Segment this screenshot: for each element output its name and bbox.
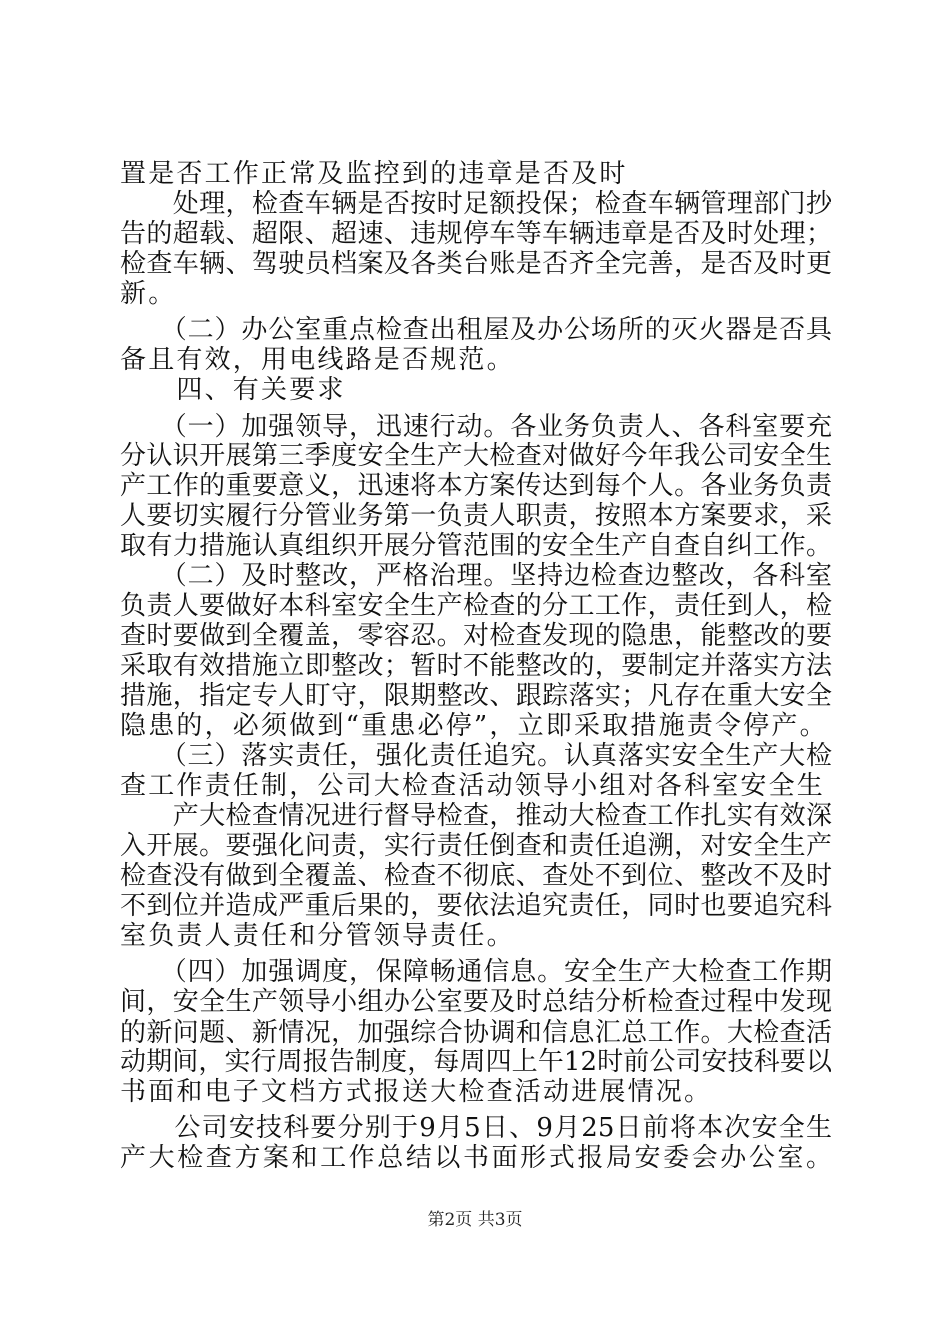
text-line: 取有力措施认真组织开展分管范围的安全生产自查自纠工作。 (120, 531, 832, 561)
text-line: 书面和电子文档方式报送大检查活动进展情况。 (120, 1077, 713, 1107)
text-line: 间，安全生产领导小组办公室要及时总结分析检查过程中发现 (120, 987, 832, 1017)
text-line: 室负责人责任和分管领导责任。 (120, 921, 515, 951)
text-line: （二）及时整改，严格治理。坚持边检查边整改，各科室 (120, 561, 832, 591)
text-line: 告的超载、超限、超速、违规停车等车辆违章是否及时处理； (120, 219, 832, 249)
text-line: 隐患的，必须做到“重患必停”，立即采取措施责令停产。 (120, 711, 828, 741)
text-line: 入开展。要强化问责，实行责任倒查和责任追溯，对安全生产 (120, 831, 832, 861)
text-line: 备且有效，用电线路是否规范。 (120, 345, 515, 375)
text-line: 人要切实履行分管业务第一负责人职责，按照本方案要求，采 (120, 501, 832, 531)
text-line: 措施，指定专人盯守，限期整改、跟踪落实；凡存在重大安全 (120, 681, 832, 711)
text-line: 产大检查情况进行督导检查，推动大检查工作扎实有效深 (120, 801, 832, 831)
page-footer: 第2页 共3页 (427, 1210, 523, 1230)
text-line: 产大检查方案和工作总结以书面形式报局安委会办公室。 (120, 1143, 832, 1173)
text-line: 不到位并造成严重后果的，要依法追究责任，同时也要追究科 (120, 891, 832, 921)
text-line: 的新问题、新情况，加强综合协调和信息汇总工作。大检查活 (120, 1018, 832, 1048)
text-line: 公司安技科要分别于9月5日、9月25日前将本次安全生 (120, 1113, 832, 1143)
text-line: 新。 (120, 279, 177, 309)
text-line: 查时要做到全覆盖，零容忍。对检查发现的隐患，能整改的要 (120, 621, 832, 651)
text-line: （四）加强调度，保障畅通信息。安全生产大检查工作期 (120, 957, 832, 987)
text-line: 分认识开展第三季度安全生产大检查对做好今年我公司安全生 (120, 441, 832, 471)
text-line: 四、有关要求 (120, 375, 346, 405)
text-line: （三）落实责任，强化责任追究。认真落实安全生产大检 (120, 741, 832, 771)
text-line: 动期间，实行周报告制度，每周四上午12时前公司安技科要以 (120, 1047, 832, 1077)
text-line: （一）加强领导，迅速行动。各业务负责人、各科室要充 (120, 412, 832, 442)
text-line: 负责人要做好本科室安全生产检查的分工工作，责任到人，检 (120, 591, 832, 621)
text-line: 检查车辆、驾驶员档案及各类台账是否齐全完善，是否及时更 (120, 249, 832, 279)
text-line: 处理，检查车辆是否按时足额投保；检查车辆管理部门抄 (120, 189, 832, 219)
text-line: （二）办公室重点检查出租屋及办公场所的灭火器是否具 (120, 315, 832, 345)
text-line: 查工作责任制，公司大检查活动领导小组对各科室安全生 (120, 771, 826, 801)
text-line: 置是否工作正常及监控到的违章是否及时 (120, 159, 628, 189)
text-line: 检查没有做到全覆盖、检查不彻底、查处不到位、整改不及时 (120, 861, 832, 891)
text-line: 产工作的重要意义，迅速将本方案传达到每个人。各业务负责 (120, 471, 832, 501)
text-line: 采取有效措施立即整改；暂时不能整改的，要制定并落实方法 (120, 651, 832, 681)
